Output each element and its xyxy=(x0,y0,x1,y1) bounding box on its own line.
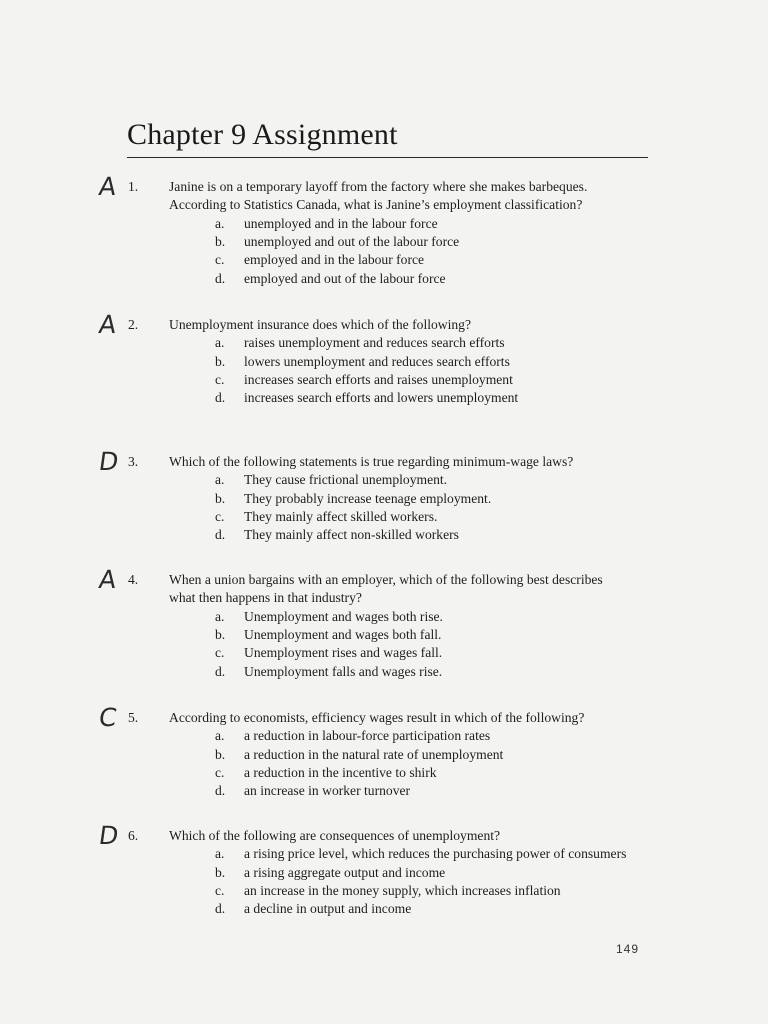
option-text: employed and in the labour force xyxy=(244,252,425,268)
option-text: lowers unemployment and reduces search efforts xyxy=(244,353,510,369)
answer-option xyxy=(0,900,768,918)
option-letter: b. xyxy=(215,864,226,880)
answer-option xyxy=(0,508,768,526)
option-letter: d. xyxy=(215,270,226,286)
question-number: 6. xyxy=(128,828,139,843)
answer-option xyxy=(0,727,768,745)
question-text xyxy=(169,709,649,727)
option-letter: a. xyxy=(215,846,225,862)
option-letter: d. xyxy=(215,783,226,799)
option-text: an increase in the money supply, which increases inflation xyxy=(244,883,561,899)
handwritten-answer-mark: A xyxy=(97,310,119,339)
question-number: 1. xyxy=(128,179,139,194)
question-text-line: Janine is on a temporary layoff from the factory where she makes barbeques. xyxy=(169,179,588,194)
option-text: Unemployment and wages both fall. xyxy=(244,626,442,642)
title-underline xyxy=(127,157,648,158)
answer-option xyxy=(0,334,768,352)
question-number: 3. xyxy=(128,454,139,469)
page-title: Chapter 9 Assignment xyxy=(127,118,398,151)
answer-option xyxy=(0,471,768,489)
option-letter: b. xyxy=(215,490,226,506)
question-text-line: According to economists, efficiency wages result in which of the following? xyxy=(169,710,585,725)
option-text: They probably increase teenage employment. xyxy=(244,490,492,506)
option-text: unemployed and out of the labour force xyxy=(244,233,460,249)
answer-options xyxy=(0,727,768,801)
question-text-line: Which of the following statements is true regarding minimum-wage laws? xyxy=(169,454,574,469)
answer-option xyxy=(0,215,768,233)
answer-options xyxy=(0,471,768,545)
answer-option xyxy=(0,270,768,288)
option-letter: a. xyxy=(215,215,225,231)
option-letter: c. xyxy=(215,765,225,781)
answer-option xyxy=(0,882,768,900)
answer-option xyxy=(0,663,768,681)
option-text: unemployed and in the labour force xyxy=(244,215,438,231)
answer-option xyxy=(0,389,768,407)
option-text: They cause frictional unemployment. xyxy=(244,472,448,488)
option-letter: d. xyxy=(215,527,226,543)
option-letter: c. xyxy=(215,509,225,525)
question-text-line: what then happens in that industry? xyxy=(169,590,362,606)
option-text: employed and out of the labour force xyxy=(244,270,446,286)
option-letter: c. xyxy=(215,645,225,661)
answer-option xyxy=(0,746,768,764)
page-number: 149 xyxy=(616,942,640,956)
question-text xyxy=(169,827,649,845)
answer-option xyxy=(0,626,768,644)
answer-options xyxy=(0,215,768,289)
option-letter: b. xyxy=(215,353,226,369)
option-letter: c. xyxy=(215,372,225,388)
question-number: 5. xyxy=(128,710,139,725)
answer-option xyxy=(0,764,768,782)
answer-options xyxy=(0,845,768,919)
option-text: Unemployment rises and wages fall. xyxy=(244,645,443,661)
answer-option xyxy=(0,353,768,371)
option-letter: c. xyxy=(215,252,225,268)
answer-option xyxy=(0,864,768,882)
option-text: They mainly affect non-skilled workers xyxy=(244,527,459,543)
option-text: increases search efforts and raises unemployment xyxy=(244,372,513,388)
answer-option xyxy=(0,526,768,544)
answer-options xyxy=(0,334,768,408)
answer-option xyxy=(0,782,768,800)
question-text-line: Which of the following are consequences of unemployment? xyxy=(169,828,501,843)
option-letter: b. xyxy=(215,626,226,642)
question-number: 2. xyxy=(128,317,139,332)
option-text: increases search efforts and lowers unemployment xyxy=(244,390,519,406)
answer-option xyxy=(0,371,768,389)
question-text xyxy=(169,453,649,471)
option-text: a decline in output and income xyxy=(244,901,412,917)
option-letter: d. xyxy=(215,663,226,679)
question-text-line: When a union bargains with an employer, which of the following best describes xyxy=(169,572,603,587)
question-text-line: According to Statistics Canada, what is Janine’s employment classification? xyxy=(169,197,583,213)
option-text: Unemployment falls and wages rise. xyxy=(244,663,443,679)
answer-option xyxy=(0,233,768,251)
answer-options xyxy=(0,608,768,682)
option-letter: c. xyxy=(215,883,225,899)
option-text: a rising price level, which reduces the purchasing power of consumers xyxy=(244,846,627,862)
option-text: They mainly affect skilled workers. xyxy=(244,509,438,525)
option-letter: b. xyxy=(215,746,226,762)
handwritten-answer-mark: A xyxy=(97,565,119,594)
option-text: an increase in worker turnover xyxy=(244,783,411,799)
option-letter: b. xyxy=(215,233,226,249)
answer-option xyxy=(0,644,768,662)
handwritten-answer-mark: C xyxy=(97,703,119,732)
option-letter: d. xyxy=(215,390,226,406)
option-text: a reduction in the incentive to shirk xyxy=(244,765,437,781)
question-text xyxy=(169,316,649,334)
handwritten-answer-mark: A xyxy=(97,172,119,201)
question-text-line: Unemployment insurance does which of the following? xyxy=(169,317,472,332)
option-text: a rising aggregate output and income xyxy=(244,864,446,880)
handwritten-answer-mark: D xyxy=(97,447,121,476)
answer-option xyxy=(0,608,768,626)
answer-option xyxy=(0,490,768,508)
option-letter: a. xyxy=(215,335,225,351)
option-letter: a. xyxy=(215,608,225,624)
option-text: Unemployment and wages both rise. xyxy=(244,608,443,624)
option-text: raises unemployment and reduces search efforts xyxy=(244,335,505,351)
option-letter: a. xyxy=(215,728,225,744)
question-text xyxy=(169,571,649,608)
question-number: 4. xyxy=(128,572,139,587)
option-text: a reduction in the natural rate of unemployment xyxy=(244,746,504,762)
answer-option xyxy=(0,845,768,863)
answer-option xyxy=(0,251,768,269)
option-letter: d. xyxy=(215,901,226,917)
option-text: a reduction in labour-force participation rates xyxy=(244,728,491,744)
handwritten-answer-mark: D xyxy=(97,821,121,850)
option-letter: a. xyxy=(215,472,225,488)
question-text xyxy=(169,178,649,215)
